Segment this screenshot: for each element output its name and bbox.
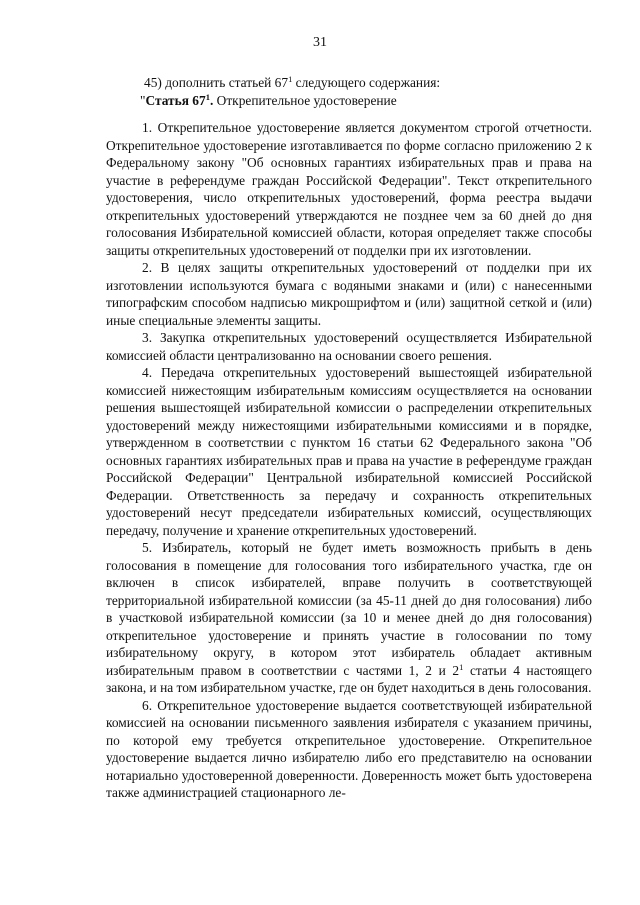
paragraph-6: 6. Открепительное удостоверение выдается соответствующей избирательной комиссией на основании письменного заявления избирателя с указанием причины, по которой ему требуется открепительное удостоверение. Открепительное удостоверение выдается лично избирателю либо его представителю на основании нотариально удостоверенной доверенности. Доверенность может быть удостоверена также администрацией стационарного ле- <box>106 697 592 800</box>
article-heading <box>106 92 592 110</box>
paragraph-5: 5. Избиратель, который не будет иметь возможность прибыть в день голосования в помещение для голосования того избирательного участка, где он включен в список избирателей, вправе получить в соответствующей территориальной избирательной комиссии (за 45-11 дней до дня голосования) либо в участковой избирательной комиссии (за 10 и менее дней до дня голосования) открепительное удостоверение и принять участие в голосовании по тому избирательному округу, в котором этот избиратель обладает активным избирательным правом в соответствии с частями 1, 2 и $2^1$ статьи 4 настоящего закона, и на том избирательном участке, где он будет находиться в день голосования. <box>106 540 592 695</box>
intro-tail: следующего содержания: <box>292 75 441 90</box>
intro-text: 45) дополнить статьей 67 <box>144 75 289 90</box>
paragraph-5-superscript: 1 <box>459 661 464 672</box>
article-title: Открепительное удостоверение <box>213 92 397 108</box>
document-body <box>106 74 592 802</box>
article-superscript: 1 <box>205 91 210 102</box>
article-label: Статья $67^1$. <box>145 91 214 108</box>
paragraph-1: 1. Открепительное удостоверение является документом строгой отчетности. Открепительное удостоверение изготавливается по форме согласно приложению 2 к Федеральному закону "Об основных гарантиях избирательных прав и права на участие в референдуме граждан Российской Федерации". Текст открепительного удостоверения, число открепительных удостоверений, форма реестра выдачи открепительных удостоверений утверждаются не позднее чем за 60 дней до дня голосования Избирательной комиссией области, которая определяет также способы защиты открепительных удостоверений от подделки при их изготовлении. <box>106 120 592 258</box>
heading-quote: " <box>140 92 146 108</box>
intro-superscript: 1 <box>288 74 293 84</box>
amendment-intro <box>106 74 592 92</box>
paragraph-3: 3. Закупка открепительных удостоверений осуществляется Избирательной комиссией области централизованно на основании своего решения. <box>106 330 592 363</box>
paragraph-4: 4. Передача открепительных удостоверений вышестоящей избирательной комиссией нижестоящим избирательным комиссиям осуществляется на основании решения вышестоящей избирательной комиссии о распределении открепительных удостоверений между нижестоящими избирательными комиссиями и в порядке, утвержденном в соответствии с пунктом 16 статьи 62 Федерального закона "Об основных гарантиях избирательных прав и права на участие в референдуме граждан Российской Федерации" Центральной избирательной комиссией Российской Федерации. Ответственность за передачу и сохранность открепительных удостоверений несут председатели избирательных комиссий, осуществляющих передачу, получение и хранение открепительных удостоверений. <box>106 365 592 538</box>
paragraph-2: 2. В целях защиты открепительных удостоверений от подделки при их изготовлении используются бумага с водяными знаками и (или) с нанесенными типографским способом надписью микрошрифтом и (или) защитной сеткой и (или) иные специальные элементы защиты. <box>106 260 592 328</box>
page-number: 31 <box>313 35 327 50</box>
